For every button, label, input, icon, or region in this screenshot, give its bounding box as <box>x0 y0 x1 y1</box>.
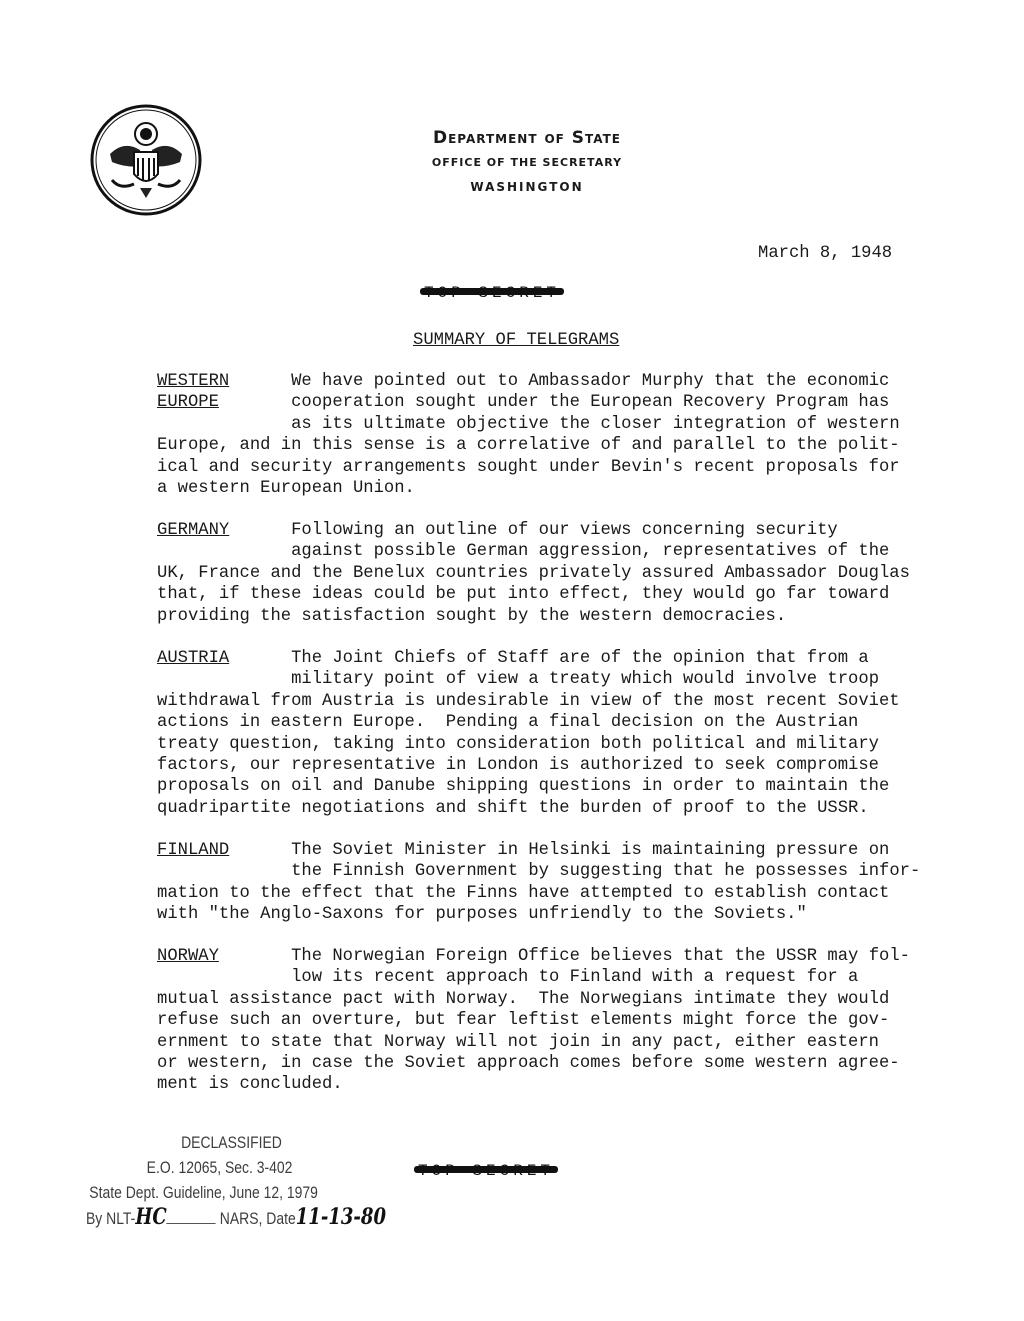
section-label: WESTERN <box>157 372 230 391</box>
section-line: actions in eastern Europe. Pending a final decision on the Austrian <box>157 713 859 733</box>
section-line: that, if these ideas could be put into effect, they would go far toward <box>157 585 890 605</box>
section-line: providing the satisfaction sought by the western democracies. <box>157 606 787 626</box>
section-finland <box>157 840 937 926</box>
stamp-line: DECLASSIFIED <box>181 1133 282 1152</box>
section-line: proposals on oil and Danube shipping questions in order to maintain the <box>157 777 890 797</box>
section-line: EUROPE cooperation sought under the European Recovery Program has <box>157 393 890 413</box>
section-label: EUROPE <box>157 393 219 413</box>
section-line: the Finnish Government by suggesting that he possesses infor- <box>291 862 921 882</box>
stamp-by-label: By NLT- <box>86 1209 136 1228</box>
section-label: GERMANY <box>157 521 230 540</box>
handwritten-initials: HC <box>135 1204 167 1230</box>
handwritten-date: 11-13-80 <box>295 1204 387 1230</box>
stamp-line: State Dept. Guideline, June 12, 1979 <box>89 1183 318 1202</box>
section-line: low its recent approach to Finland with a request for a <box>291 968 859 988</box>
section-line: mation to the effect that the Finns have attempted to establish contact <box>157 883 890 903</box>
section-line: quadripartite negotiations and shift the burden of proof to the USSR. <box>157 798 869 818</box>
section-line: FINLAND The Soviet Minister in Helsinki is maintaining pressure on <box>157 841 890 860</box>
section-label: FINLAND <box>157 841 230 860</box>
section-line: withdrawal from Austria is undesirable in view of the most recent Soviet <box>157 691 900 711</box>
classification-top <box>424 284 560 302</box>
section-line: NORWAY The Norwegian Foreign Office believes that the USSR may fol- <box>157 947 910 966</box>
section-line: factors, our representative in London is authorized to seek compromise <box>157 755 879 775</box>
section-western-europe <box>157 371 937 499</box>
city-name: WASHINGTON <box>470 180 584 194</box>
section-germany <box>157 520 937 627</box>
section-line: or western, in case the Soviet approach comes before some western agree- <box>157 1053 900 1073</box>
section-line: refuse such an overture, but fear leftist elements might force the gov- <box>157 1011 890 1031</box>
letterhead <box>0 128 1024 194</box>
section-label: NORWAY <box>157 947 219 966</box>
section-austria <box>157 648 937 819</box>
document-date: March 8, 1948 <box>758 244 893 263</box>
section-line: ernment to state that Norway will not join in any pact, either eastern <box>157 1032 879 1052</box>
blank-line <box>167 1223 216 1224</box>
section-line: military point of view a treaty which would involve troop <box>291 670 880 690</box>
section-line: Europe, and in this sense is a correlative of and parallel to the polit- <box>157 436 900 456</box>
department-name: Department of State <box>432 128 621 148</box>
section-line: WESTERN We have pointed out to Ambassador Murphy that the economic <box>157 372 890 391</box>
stamp-nars-label: NARS, Date <box>219 1209 296 1228</box>
section-line: as its ultimate objective the closer integration of western <box>291 414 900 434</box>
section-line: AUSTRIA The Joint Chiefs of Staff are of the opinion that from a <box>157 649 869 668</box>
section-line: ment is concluded. <box>157 1075 343 1095</box>
section-line: GERMANY Following an outline of our views concerning security <box>157 521 838 540</box>
declassification-stamp <box>86 1130 386 1231</box>
section-label: AUSTRIA <box>157 649 230 668</box>
section-norway <box>157 946 937 1096</box>
office-name: OFFICE OF THE SECRETARY <box>431 156 623 169</box>
document-title: SUMMARY OF TELEGRAMS <box>413 331 620 350</box>
stamp-line: E.O. 12065, Sec. 3-402 <box>146 1158 293 1177</box>
section-line: mutual assistance pact with Norway. The Norwegians intimate they would <box>157 989 890 1009</box>
section-line: ical and security arrangements sought under Bevin's recent proposals for <box>157 457 900 477</box>
redaction-strike <box>420 288 564 295</box>
section-line: a western European Union. <box>157 478 415 498</box>
redaction-strike <box>414 1166 558 1173</box>
section-line: against possible German aggression, representatives of the <box>291 542 890 562</box>
section-line: UK, France and the Benelux countries privately assured Ambassador Douglas <box>157 563 910 583</box>
section-line: with "the Anglo-Saxons for purposes unfriendly to the Soviets." <box>157 905 807 925</box>
stamp-line <box>86 1205 386 1231</box>
section-line: treaty question, taking into consideration both political and military <box>157 734 879 754</box>
classification-bottom <box>418 1162 554 1180</box>
